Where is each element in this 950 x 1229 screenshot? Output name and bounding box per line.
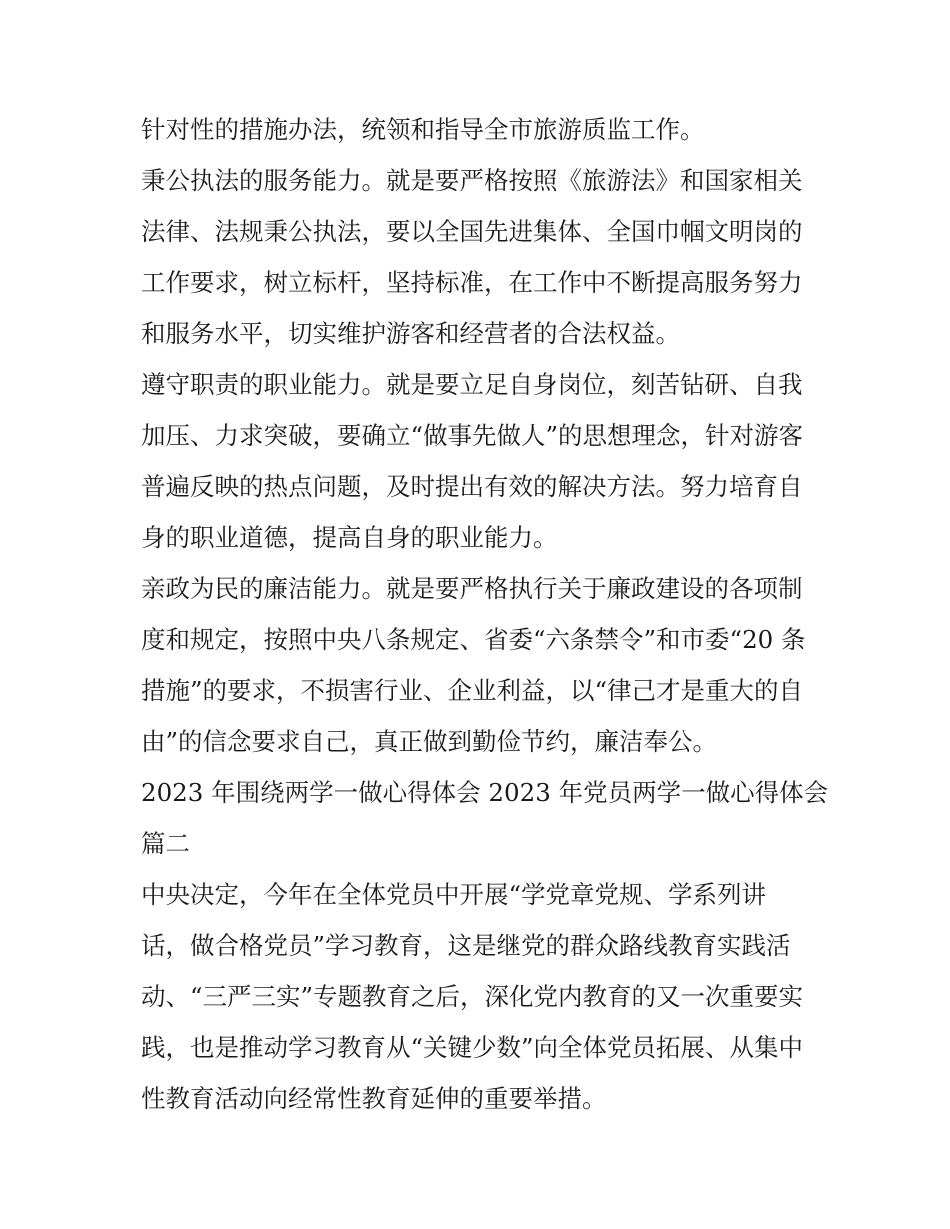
document-body — [141, 104, 829, 1124]
text-line: 身的职业道德，提高自身的职业能力。 — [141, 523, 558, 552]
text-line: 工作要求，树立标杆，坚持标准，在工作中不断提高服务努力 — [141, 268, 803, 297]
text-line: 性教育活动向经常性教育延伸的重要举措。 — [141, 1084, 607, 1113]
text-line: 中央决定，今年在全体党员中开展“学党章党规、学系列讲 — [141, 880, 767, 909]
text-line: 秉公执法的服务能力。就是要严格按照《旅游法》和国家相关 — [141, 166, 803, 195]
text-line: 和服务水平，切实维护游客和经营者的合法权益。 — [141, 319, 680, 348]
text-line: 遵守职责的职业能力。就是要立足自身岗位，刻苦钻研、自我 — [141, 370, 803, 399]
text-line: 话，做合格党员”学习教育，这是继党的群众路线教育实践活 — [141, 931, 791, 960]
text-line: 动、“三严三实”专题教育之后，深化党内教育的又一次重要实 — [141, 982, 804, 1011]
section-heading-line: 2023 年围绕两学一做心得体会 2023 年党员两学一做心得体会 — [141, 778, 829, 807]
text-line: 法律、法规秉公执法，要以全国先进集体、全国巾帼文明岗的 — [141, 217, 803, 246]
section-heading-line: 篇二 — [141, 829, 190, 858]
text-line: 措施”的要求，不损害行业、企业利益，以“律己才是重大的自 — [141, 676, 804, 705]
text-line: 度和规定，按照中央八条规定、省委“六条禁令”和市委“20 条 — [141, 625, 806, 654]
text-line: 由”的信念要求自己，真正做到勤俭节约，廉洁奉公。 — [141, 727, 718, 756]
text-line: 加压、力求突破，要确立“做事先做人”的思想理念，针对游客 — [141, 421, 804, 450]
text-line: 针对性的措施办法，统领和指导全市旅游质监工作。 — [141, 115, 705, 144]
text-line: 亲政为民的廉洁能力。就是要严格执行关于廉政建设的各项制 — [141, 574, 803, 603]
text-line: 践，也是推动学习教育从“关键少数”向全体党员拓展、从集中 — [141, 1033, 804, 1062]
text-line: 普遍反映的热点问题，及时提出有效的解决方法。努力培育自 — [141, 472, 803, 501]
